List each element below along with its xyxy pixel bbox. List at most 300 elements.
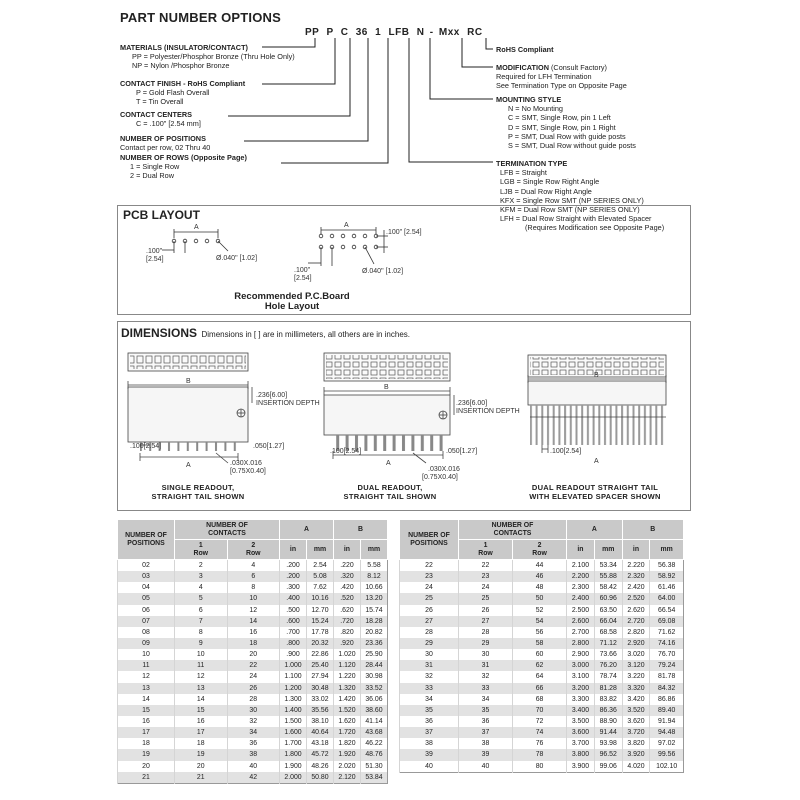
table-cell: 1.420 — [333, 694, 360, 705]
th-row2: 2 Row — [227, 540, 280, 560]
table-cell: 1.800 — [280, 749, 307, 760]
table-row — [118, 694, 388, 705]
dim-single-pin: .030X.016 — [230, 460, 262, 467]
table-cell: 7.62 — [306, 582, 333, 593]
table-cell: 54 — [513, 616, 567, 627]
table-cell: 14 — [175, 694, 228, 705]
table-cell: 11 — [175, 660, 228, 671]
termination-option: LGB = Single Row Right Angle — [500, 177, 600, 187]
table-cell: 14 — [227, 616, 280, 627]
table-row — [118, 616, 388, 627]
table-cell: 3.300 — [567, 694, 595, 705]
th-row1: 1 Row — [175, 540, 228, 560]
table-cell: 38.60 — [360, 705, 387, 716]
table-cell: 1.320 — [333, 683, 360, 694]
table-row — [118, 761, 388, 772]
table-cell: 1.820 — [333, 738, 360, 749]
table-cell: 33.52 — [360, 683, 387, 694]
table-cell: 15 — [175, 705, 228, 716]
table-cell: 17 — [118, 727, 175, 738]
table-row — [118, 660, 388, 671]
table-cell: 5.08 — [306, 571, 333, 582]
table-cell: 1.220 — [333, 671, 360, 682]
table-cell: 46 — [513, 571, 567, 582]
table-cell: 30 — [400, 649, 459, 660]
table-cell: 3.920 — [622, 749, 650, 760]
centers-heading: CONTACT CENTERS — [120, 110, 193, 120]
pcb-single-pitch-in: .100" — [146, 248, 163, 255]
table-cell: .320 — [333, 571, 360, 582]
table-row — [118, 716, 388, 727]
table-cell: 24 — [400, 582, 459, 593]
rows-option: 1 = Single Row — [130, 162, 180, 172]
table-cell: 2.420 — [622, 582, 650, 593]
table-cell: 2.200 — [567, 571, 595, 582]
table-cell: .420 — [333, 582, 360, 593]
modification-line: See Termination Type on Opposite Page — [496, 81, 627, 91]
table-cell: 28 — [227, 694, 280, 705]
th-a-in: in — [567, 540, 595, 560]
table-cell: 102.10 — [650, 761, 684, 773]
table-row — [118, 627, 388, 638]
table-cell: 6 — [175, 605, 228, 616]
table-row — [118, 738, 388, 749]
table-cell: 05 — [118, 593, 175, 604]
table-cell: 71.62 — [650, 627, 684, 638]
table-row — [118, 638, 388, 649]
pn-rows: 1 — [375, 27, 382, 38]
table-cell: 68.58 — [594, 627, 622, 638]
table-cell: 34 — [227, 727, 280, 738]
table-cell: .720 — [333, 616, 360, 627]
table-row — [400, 660, 684, 671]
table-cell: 3.820 — [622, 738, 650, 749]
table-cell: 66.04 — [594, 616, 622, 627]
table-cell: 30 — [459, 649, 513, 660]
table-cell: 50.80 — [306, 772, 333, 784]
table-cell: .300 — [280, 582, 307, 593]
table-cell: 1.520 — [333, 705, 360, 716]
table-cell: 19 — [175, 749, 228, 760]
dim-single-depth: .236[6.00] — [256, 392, 288, 399]
table-cell: 53.84 — [360, 772, 387, 784]
th-b-mm: mm — [360, 540, 387, 560]
table-cell: 53.34 — [594, 560, 622, 572]
table-cell: 2.220 — [622, 560, 650, 572]
table-cell: 18 — [175, 738, 228, 749]
dim-single-pin-mm: [0.75X0.40] — [230, 468, 266, 475]
table-cell: 26 — [227, 683, 280, 694]
table-cell: 3.520 — [622, 705, 650, 716]
table-cell: 76 — [513, 738, 567, 749]
table-cell: 78.74 — [594, 671, 622, 682]
table-cell: 2.800 — [567, 638, 595, 649]
pn-termination: LFB — [388, 27, 410, 38]
table-cell: 25.90 — [360, 649, 387, 660]
table-row — [400, 638, 684, 649]
table-cell: 48 — [513, 582, 567, 593]
table-cell: 84.32 — [650, 683, 684, 694]
pn-positions: 36 — [355, 27, 368, 38]
table-cell: 6 — [227, 571, 280, 582]
table-cell: 3.200 — [567, 683, 595, 694]
th-positions: NUMBER OF POSITIONS — [118, 520, 175, 560]
table-cell: .520 — [333, 593, 360, 604]
table-cell: 1.020 — [333, 649, 360, 660]
table-cell: 2.520 — [622, 593, 650, 604]
table-cell: 30.48 — [306, 683, 333, 694]
table-cell: 37 — [459, 727, 513, 738]
table-cell: 88.90 — [594, 716, 622, 727]
table-cell: 22 — [400, 560, 459, 572]
table-cell: 76.70 — [650, 649, 684, 660]
table-cell: 22 — [459, 560, 513, 572]
table-row — [400, 649, 684, 660]
table-cell: 1.620 — [333, 716, 360, 727]
table-row — [400, 605, 684, 616]
termination-option: LFB = Straight — [500, 168, 547, 178]
table-cell: 3.100 — [567, 671, 595, 682]
table-cell: 1.700 — [280, 738, 307, 749]
table-cell: .500 — [280, 605, 307, 616]
table-cell: .920 — [333, 638, 360, 649]
table-cell: 58.42 — [594, 582, 622, 593]
table-row — [118, 772, 388, 784]
table-cell: 04 — [118, 582, 175, 593]
table-cell: 86.86 — [650, 694, 684, 705]
table-cell: 3.020 — [622, 649, 650, 660]
table-cell: 20 — [175, 761, 228, 772]
dim-spacer-b: B — [594, 372, 599, 379]
table-cell: 23.36 — [360, 638, 387, 649]
pcb-dual-pitch-mm: [2.54] — [294, 275, 312, 282]
table-cell: 28.44 — [360, 660, 387, 671]
table-cell: 08 — [118, 627, 175, 638]
dim-dual-depth-label: INSERTION DEPTH — [456, 408, 520, 415]
table-cell: 3.000 — [567, 660, 595, 671]
table-cell: 97.02 — [650, 738, 684, 749]
table-cell: 1.300 — [280, 694, 307, 705]
dim-dual-tail: .050[1.27] — [446, 448, 478, 455]
table-cell: 1.600 — [280, 727, 307, 738]
dim-single-tail: .050[1.27] — [253, 443, 285, 450]
table-cell: 25.40 — [306, 660, 333, 671]
table-cell: 3 — [175, 571, 228, 582]
table-cell: 1.000 — [280, 660, 307, 671]
table-cell: 91.44 — [594, 727, 622, 738]
left-options — [120, 43, 295, 181]
table-cell: 38 — [400, 738, 459, 749]
table-cell: 56.38 — [650, 560, 684, 572]
table-row — [118, 671, 388, 682]
table-cell: 13 — [118, 683, 175, 694]
dim-single-pitch: .100[2.54] — [130, 443, 162, 450]
th-b: B — [622, 520, 683, 540]
table-cell: 7 — [175, 616, 228, 627]
table-cell: 3.600 — [567, 727, 595, 738]
th-a: A — [280, 520, 334, 540]
table-cell: 2.720 — [622, 616, 650, 627]
finish-heading: CONTACT FINISH - RoHS Compliant — [120, 78, 246, 88]
table-cell: 12.70 — [306, 605, 333, 616]
table-cell: 03 — [118, 571, 175, 582]
table-cell: .620 — [333, 605, 360, 616]
table-cell: 2 — [175, 560, 228, 572]
table-row — [118, 649, 388, 660]
table-cell: .800 — [280, 638, 307, 649]
table-row — [118, 605, 388, 616]
pcb-caption: Hole Layout — [264, 301, 320, 311]
table-cell: 48.26 — [306, 761, 333, 772]
table-cell: 2.900 — [567, 649, 595, 660]
table-cell: 25 — [459, 593, 513, 604]
dim-spacer-pitch: .100[2.54] — [550, 448, 582, 455]
table-cell: 33 — [459, 683, 513, 694]
table-cell: 63.50 — [594, 605, 622, 616]
table-cell: 38 — [459, 738, 513, 749]
table-cell: 23 — [400, 571, 459, 582]
termination-option: (Requires Modification see Opposite Page) — [525, 223, 665, 233]
table-cell: 31 — [459, 660, 513, 671]
table-row — [118, 683, 388, 694]
table-cell: 2.320 — [622, 571, 650, 582]
table-cell: 19 — [118, 749, 175, 760]
table-row — [400, 761, 684, 773]
table-row — [400, 616, 684, 627]
table-row — [400, 749, 684, 760]
table-cell: 17.78 — [306, 627, 333, 638]
table-cell: .700 — [280, 627, 307, 638]
table-cell: 33 — [400, 683, 459, 694]
table-cell: 32 — [227, 716, 280, 727]
table-cell: 62 — [513, 660, 567, 671]
table-cell: .400 — [280, 593, 307, 604]
table-body-left — [118, 560, 388, 784]
positions-table-left — [117, 519, 388, 784]
table-cell: 12 — [175, 671, 228, 682]
table-cell: 66 — [513, 683, 567, 694]
table-cell: 21 — [118, 772, 175, 784]
th-row1: 1 Row — [459, 540, 513, 560]
th-row2: 2 Row — [513, 540, 567, 560]
table-cell: 40 — [459, 761, 513, 773]
table-cell: 74.16 — [650, 638, 684, 649]
table-cell: 18 — [118, 738, 175, 749]
table-cell: 29 — [400, 638, 459, 649]
modification-suffix: (Consult Factory) — [548, 63, 607, 72]
th-b: B — [333, 520, 387, 540]
table-cell: 20 — [118, 761, 175, 772]
table-cell: 2.000 — [280, 772, 307, 784]
table-row — [118, 571, 388, 582]
table-cell: 29 — [459, 638, 513, 649]
table-cell: 26 — [459, 605, 513, 616]
table-cell: 52 — [513, 605, 567, 616]
table-cell: 68 — [513, 694, 567, 705]
table-cell: 2.300 — [567, 582, 595, 593]
table-cell: 35.56 — [306, 705, 333, 716]
table-cell: 43.18 — [306, 738, 333, 749]
table-cell: 80 — [513, 761, 567, 773]
table-cell: 69.08 — [650, 616, 684, 627]
table-cell: 83.82 — [594, 694, 622, 705]
pcb-layout-drawing — [118, 206, 488, 311]
table-cell: 3.320 — [622, 683, 650, 694]
table-row — [400, 716, 684, 727]
dim-dual-pin-mm: [0.75X0.40] — [422, 474, 458, 481]
table-cell: 78 — [513, 749, 567, 760]
th-a-mm: mm — [306, 540, 333, 560]
table-cell: 48.76 — [360, 749, 387, 760]
table-cell: 41.14 — [360, 716, 387, 727]
table-cell: 38.10 — [306, 716, 333, 727]
table-cell: 43.68 — [360, 727, 387, 738]
table-cell: 2.020 — [333, 761, 360, 772]
rows-heading: NUMBER OF ROWS (Opposite Page) — [120, 153, 247, 163]
table-cell: 94.48 — [650, 727, 684, 738]
modification-line: Required for LFH Termination — [496, 72, 592, 82]
table-cell: 12 — [118, 671, 175, 682]
table-cell: .600 — [280, 616, 307, 627]
table-cell: 36 — [227, 738, 280, 749]
termination-option: KFX = Single Row SMT (NP SERIES ONLY) — [500, 195, 644, 205]
table-cell: 2.54 — [306, 560, 333, 572]
dim-dual-pin: .030X.016 — [428, 466, 460, 473]
pn-finish: P — [326, 27, 334, 38]
table-cell: 16 — [227, 627, 280, 638]
table-row — [400, 738, 684, 749]
table-cell: 16 — [118, 716, 175, 727]
pcb-single-hole: Ø.040" [1.02] — [216, 255, 258, 262]
table-row — [400, 627, 684, 638]
pn-modification: Mxx — [438, 27, 460, 38]
table-cell: 3.700 — [567, 738, 595, 749]
pn-centers: C — [340, 27, 349, 38]
table-cell: 14 — [118, 694, 175, 705]
table-cell: 56 — [513, 627, 567, 638]
table-cell: 28 — [459, 627, 513, 638]
table-row — [400, 560, 684, 572]
table-cell: 4 — [227, 560, 280, 572]
rohs-option: RoHS Compliant — [496, 45, 554, 54]
table-cell: 24 — [459, 582, 513, 593]
table-cell: 17 — [175, 727, 228, 738]
pcb-dual-a: A — [344, 222, 349, 229]
table-cell: 3.120 — [622, 660, 650, 671]
caption-elevated-spacer: DUAL READOUT STRAIGHT TAIL WITH ELEVATED SPACER SHOWN — [529, 483, 661, 501]
table-cell: 1.100 — [280, 671, 307, 682]
table-row — [118, 582, 388, 593]
pcb-caption: Recommended P.C.Board — [234, 291, 350, 302]
table-cell: 18 — [227, 638, 280, 649]
termination-option: LFH = Dual Row Straight with Elevated Spacer — [500, 214, 652, 224]
table-cell: 1.900 — [280, 761, 307, 772]
table-cell: 2.500 — [567, 605, 595, 616]
table-cell: 15.74 — [360, 605, 387, 616]
positions-table-right — [399, 519, 684, 773]
table-cell: 46.22 — [360, 738, 387, 749]
table-row — [118, 727, 388, 738]
table-cell: 26 — [400, 605, 459, 616]
table-cell: 2.400 — [567, 593, 595, 604]
table-cell: 70 — [513, 705, 567, 716]
table-body-right — [400, 560, 684, 773]
table-cell: 3.420 — [622, 694, 650, 705]
pcb-dual-pitch-in: .100" — [294, 267, 311, 274]
pn-rohs: RC — [467, 27, 483, 38]
table-cell: 15.24 — [306, 616, 333, 627]
table-cell: 32 — [400, 671, 459, 682]
th-contacts: NUMBER OF CONTACTS — [175, 520, 280, 540]
mounting-option: D = SMT, Single Row, pin 1 Right — [508, 122, 616, 132]
table-cell: 13 — [175, 683, 228, 694]
table-cell: 66.54 — [650, 605, 684, 616]
table-cell: 3.900 — [567, 761, 595, 773]
table-cell: 15 — [118, 705, 175, 716]
centers-option: C = .100" [2.54 mm] — [136, 119, 201, 129]
table-cell: .220 — [333, 560, 360, 572]
pcb-dual-row: .100" [2.54] — [386, 229, 422, 236]
table-cell: 09 — [118, 638, 175, 649]
table-cell: 86.36 — [594, 705, 622, 716]
table-row — [118, 593, 388, 604]
termination-option: KFM = Dual Row SMT (NP SERIES ONLY) — [500, 205, 640, 215]
table-cell: 96.52 — [594, 749, 622, 760]
mounting-heading: MOUNTING STYLE — [496, 95, 562, 104]
dimensions-subtitle: Dimensions in [ ] are in millimeters, all others are in inches. — [201, 330, 410, 339]
table-row — [400, 571, 684, 582]
table-cell: 8 — [175, 627, 228, 638]
table-cell: 36 — [459, 716, 513, 727]
positions-heading: NUMBER OF POSITIONS — [120, 133, 206, 143]
table-row — [118, 705, 388, 716]
table-cell: 20 — [227, 649, 280, 660]
table-cell: 27 — [459, 616, 513, 627]
table-cell: 2.120 — [333, 772, 360, 784]
table-cell: 5 — [175, 593, 228, 604]
th-positions: NUMBER OF POSITIONS — [400, 520, 459, 560]
table-row — [118, 749, 388, 760]
pn-materials: PP — [305, 27, 320, 38]
table-cell: 2.600 — [567, 616, 595, 627]
table-cell: 36.06 — [360, 694, 387, 705]
table-cell: 10 — [118, 649, 175, 660]
table-cell: 81.28 — [594, 683, 622, 694]
table-row — [400, 593, 684, 604]
table-cell: 11 — [118, 660, 175, 671]
finish-option: T = Tin Overall — [136, 97, 184, 107]
table-cell: 21 — [175, 772, 228, 784]
table-cell: 2.100 — [567, 560, 595, 572]
table-cell: 45.72 — [306, 749, 333, 760]
table-cell: 31 — [400, 660, 459, 671]
dim-dual-b: B — [384, 384, 389, 391]
table-cell: 3.500 — [567, 716, 595, 727]
table-row — [400, 683, 684, 694]
mounting-option: S = SMT, Dual Row without guide posts — [508, 141, 636, 151]
table-cell: 1.400 — [280, 705, 307, 716]
termination-option: LJB = Dual Row Right Angle — [500, 186, 592, 196]
table-cell: 73.66 — [594, 649, 622, 660]
table-cell: 58.92 — [650, 571, 684, 582]
pn-dash: - — [429, 27, 434, 38]
materials-option: NP = Nylon /Phosphor Bronze — [132, 61, 230, 71]
table-row — [400, 582, 684, 593]
dim-spacer-a: A — [594, 458, 599, 465]
pcb-dual-hole: Ø.040" [1.02] — [362, 268, 404, 275]
table-cell: 1.720 — [333, 727, 360, 738]
table-cell: 99.56 — [650, 749, 684, 760]
